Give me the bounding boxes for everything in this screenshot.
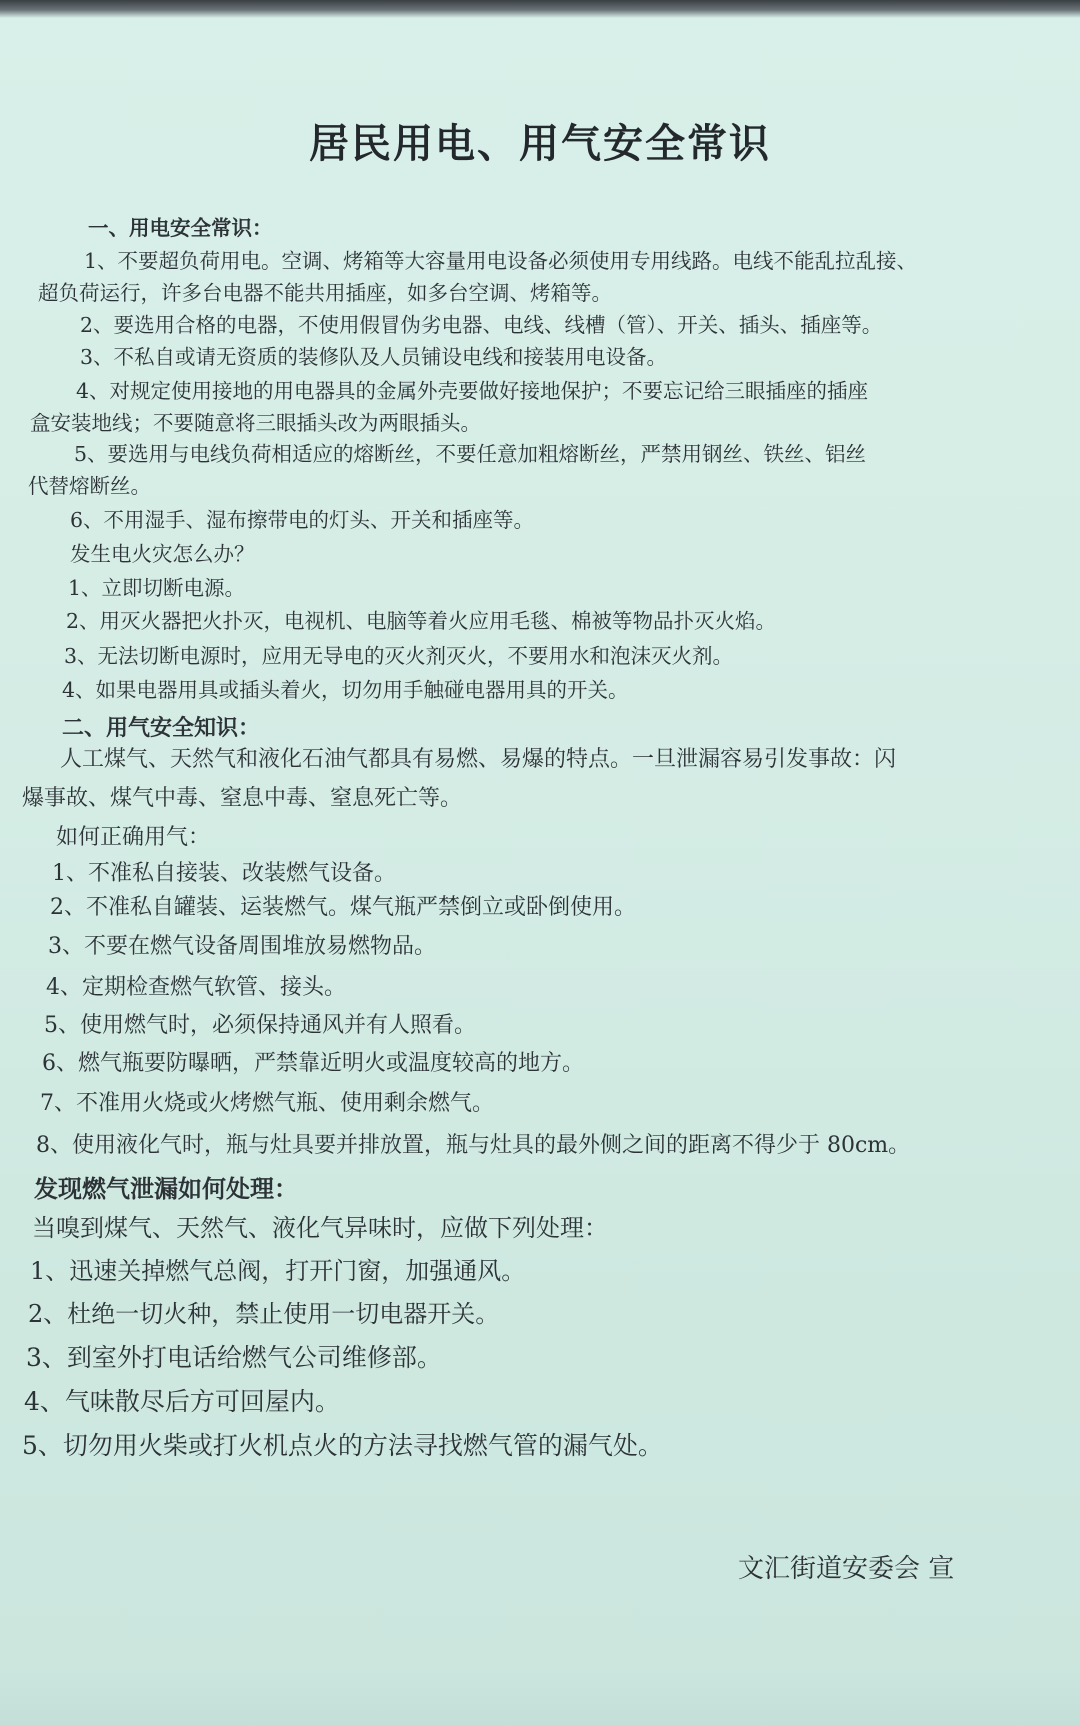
body-line: 5、切勿用火柴或打火机点火的方法寻找燃气管的漏气处。	[22, 1431, 663, 1460]
body-line: 5、使用燃气时，必须保持通风并有人照看。	[44, 1013, 476, 1038]
body-line: 4、如果电器用具或插头着火，切勿用手触碰电器用具的开关。	[62, 678, 629, 702]
body-line: 2、用灭火器把火扑灭，电视机、电脑等着火应用毛毯、棉被等物品扑灭火焰。	[66, 609, 777, 633]
photo-bottom-shadow	[0, 1666, 1080, 1726]
body-line: 8、使用液化气时，瓶与灶具要并排放置，瓶与灶具的最外侧之间的距离不得少于 80cm。	[36, 1133, 911, 1158]
body-line: 3、不要在燃气设备周围堆放易燃物品。	[48, 934, 436, 959]
issuer-signature: 文汇街道安委会 宣	[738, 1554, 955, 1584]
section-heading-gas: 二、用气安全知识：	[62, 715, 261, 741]
body-line: 4、对规定使用接地的用电器具的金属外壳要做好接地保护；不要忘记给三眼插座的插座	[76, 379, 869, 403]
body-line: 1、不准私自接装、改装燃气设备。	[52, 861, 396, 886]
body-line: 2、不准私自罐装、运装燃气。煤气瓶严禁倒立或卧倒使用。	[50, 895, 636, 920]
body-line: 人工煤气、天然气和液化石油气都具有易燃、易爆的特点。一旦泄漏容易引发事故：闪	[60, 747, 897, 772]
body-line: 3、到室外打电话给燃气公司维修部。	[26, 1343, 442, 1372]
body-line: 4、气味散尽后方可回屋内。	[24, 1387, 340, 1416]
body-line: 3、无法切断电源时，应用无导电的灭火剂灭火，不要用水和泡沫灭火剂。	[64, 644, 734, 668]
body-line: 代替熔断丝。	[28, 474, 151, 498]
body-line: 爆事故、煤气中毒、窒息中毒、窒息死亡等。	[22, 786, 463, 811]
subheading-gas-leak: 发现燃气泄漏如何处理：	[34, 1174, 298, 1203]
body-line: 2、要选用合格的电器，不使用假冒伪劣电器、电线、线槽（管）、开关、插头、插座等。	[80, 313, 883, 337]
body-line: 超负荷运行，许多台电器不能共用插座，如多台空调、烤箱等。	[38, 281, 612, 305]
body-line: 6、燃气瓶要防曝晒，严禁靠近明火或温度较高的地方。	[42, 1051, 584, 1076]
body-line: 盒安装地线；不要随意将三眼插头改为两眼插头。	[30, 411, 481, 435]
body-line: 1、迅速关掉燃气总阀，打开门窗，加强通风。	[30, 1257, 526, 1285]
body-line: 7、不准用火烧或火烤燃气瓶、使用剩余燃气。	[40, 1091, 494, 1116]
document-title: 居民用电、用气安全常识	[309, 120, 771, 167]
body-line: 6、不用湿手、湿布擦带电的灯头、开关和插座等。	[70, 508, 535, 532]
section-heading-electric: 一、用电安全常识：	[88, 216, 273, 240]
body-line: 1、不要超负荷用电。空调、烤箱等大容量用电设备必须使用专用线路。电线不能乱拉乱接、	[84, 249, 918, 273]
body-line: 4、定期检查燃气软管、接头。	[46, 975, 346, 1000]
body-line: 当嗅到煤气、天然气、液化气异味时，应做下列处理：	[32, 1214, 608, 1242]
subheading-correct-gas-use: 如何正确用气：	[56, 825, 211, 850]
body-line: 3、不私自或请无资质的装修队及人员铺设电线和接装用电设备。	[80, 345, 668, 369]
body-line: 2、杜绝一切火种，禁止使用一切电器开关。	[28, 1300, 500, 1328]
subheading-electric-fire: 发生电火灾怎么办？	[70, 542, 255, 566]
photo-top-edge	[0, 0, 1080, 18]
body-line: 5、要选用与电线负荷相适应的熔断丝，不要任意加粗熔断丝，严禁用钢丝、铁丝、铝丝	[74, 442, 867, 466]
body-line: 1、立即切断电源。	[68, 576, 246, 600]
